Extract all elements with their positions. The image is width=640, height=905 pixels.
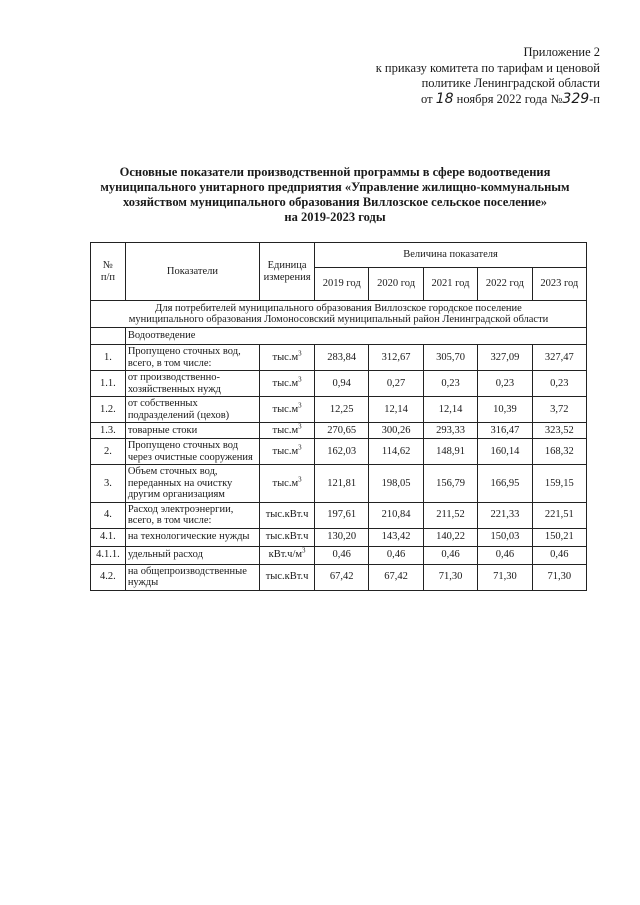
row-value: 10,39 bbox=[478, 397, 532, 423]
row-number: 1.1. bbox=[91, 371, 126, 397]
unit-text: тыс.м bbox=[272, 445, 299, 457]
indicators-table bbox=[90, 242, 587, 591]
subsection-label: Водоотведение bbox=[125, 328, 586, 345]
header-year-2022: 2022 год bbox=[478, 268, 532, 301]
order-suffix: -п bbox=[589, 91, 600, 106]
row-unit bbox=[260, 502, 315, 528]
row-value: 130,20 bbox=[315, 528, 369, 546]
row-value: 210,84 bbox=[369, 502, 423, 528]
table-row bbox=[91, 345, 587, 371]
table-row bbox=[91, 465, 587, 503]
unit-text: тыс.м bbox=[272, 403, 299, 415]
row-value: 156,79 bbox=[423, 465, 477, 503]
unit-text: кВт.ч/м bbox=[268, 549, 303, 561]
row-value: 0,46 bbox=[532, 546, 586, 564]
row-indicator: Пропущено сточных вод через очистные сооружения bbox=[125, 439, 259, 465]
row-value: 3,72 bbox=[532, 397, 586, 423]
row-value: 140,22 bbox=[423, 528, 477, 546]
table-row bbox=[91, 546, 587, 564]
header-value: Величина показателя bbox=[315, 243, 587, 268]
unit-text: тыс.кВт.ч bbox=[265, 531, 309, 543]
row-unit bbox=[260, 546, 315, 564]
row-value: 71,30 bbox=[423, 564, 477, 590]
appendix-committee-line: политике Ленинградской области bbox=[421, 76, 600, 90]
row-number: 3. bbox=[91, 465, 126, 503]
row-value: 160,14 bbox=[478, 439, 532, 465]
unit-superscript: 3 bbox=[298, 349, 302, 358]
unit-text: тыс.м bbox=[272, 424, 299, 436]
row-value: 150,03 bbox=[478, 528, 532, 546]
row-unit bbox=[260, 465, 315, 503]
row-value: 293,33 bbox=[423, 423, 477, 439]
row-number: 1. bbox=[91, 345, 126, 371]
row-value: 283,84 bbox=[315, 345, 369, 371]
table-row bbox=[91, 371, 587, 397]
row-value: 168,32 bbox=[532, 439, 586, 465]
unit-superscript: 3 bbox=[298, 443, 302, 452]
header-unit: Единица измерения bbox=[260, 243, 315, 301]
unit-superscript: 3 bbox=[298, 401, 302, 410]
row-number: 4.2. bbox=[91, 564, 126, 590]
row-value: 71,30 bbox=[532, 564, 586, 590]
appendix-header bbox=[360, 45, 600, 107]
row-value: 159,15 bbox=[532, 465, 586, 503]
row-number: 1.3. bbox=[91, 423, 126, 439]
table-row bbox=[91, 502, 587, 528]
unit-superscript: 3 bbox=[298, 375, 302, 384]
row-number: 4.1. bbox=[91, 528, 126, 546]
row-value: 0,27 bbox=[369, 371, 423, 397]
unit-text: тыс.кВт.ч bbox=[265, 509, 309, 521]
header-number: № п/п bbox=[91, 243, 126, 301]
row-value: 0,23 bbox=[532, 371, 586, 397]
unit-text: тыс.м bbox=[272, 377, 299, 389]
section-row bbox=[91, 301, 587, 328]
unit-text: тыс.м bbox=[272, 351, 299, 363]
header-indicators: Показатели bbox=[125, 243, 259, 301]
row-indicator: удельный расход bbox=[125, 546, 259, 564]
row-value: 327,09 bbox=[478, 345, 532, 371]
header-year-2019: 2019 год bbox=[315, 268, 369, 301]
row-indicator: на общепроизводственные нужды bbox=[125, 564, 259, 590]
row-value: 0,46 bbox=[423, 546, 477, 564]
row-number: 2. bbox=[91, 439, 126, 465]
row-value: 67,42 bbox=[369, 564, 423, 590]
row-value: 67,42 bbox=[315, 564, 369, 590]
row-indicator: от производственно-хозяйственных нужд bbox=[125, 371, 259, 397]
row-value: 12,14 bbox=[423, 397, 477, 423]
row-value: 327,47 bbox=[532, 345, 586, 371]
row-number: 4.1.1. bbox=[91, 546, 126, 564]
row-unit bbox=[260, 564, 315, 590]
unit-text: тыс.кВт.ч bbox=[265, 571, 309, 583]
header-year-2023: 2023 год bbox=[532, 268, 586, 301]
row-value: 270,65 bbox=[315, 423, 369, 439]
row-unit bbox=[260, 439, 315, 465]
row-indicator: товарные стоки bbox=[125, 423, 259, 439]
row-value: 12,25 bbox=[315, 397, 369, 423]
row-indicator: от собственных подразделений (цехов) bbox=[125, 397, 259, 423]
table-row bbox=[91, 528, 587, 546]
title-line-2: муниципального унитарного предприятия «Управление жилищно-коммунальным bbox=[100, 180, 570, 194]
title-line-4: на 2019-2023 годы bbox=[284, 210, 386, 224]
handwritten-day: 18 bbox=[435, 90, 454, 107]
row-indicator: на технологические нужды bbox=[125, 528, 259, 546]
row-value: 323,52 bbox=[532, 423, 586, 439]
row-unit bbox=[260, 528, 315, 546]
unit-superscript: 3 bbox=[298, 475, 302, 483]
row-value: 114,62 bbox=[369, 439, 423, 465]
row-number: 1.2. bbox=[91, 397, 126, 423]
row-value: 143,42 bbox=[369, 528, 423, 546]
appendix-date-line bbox=[360, 92, 600, 108]
date-prefix: от bbox=[421, 91, 433, 106]
date-middle: ноября 2022 года № bbox=[456, 91, 563, 106]
document-title bbox=[100, 165, 570, 225]
row-value: 0,46 bbox=[478, 546, 532, 564]
table-row bbox=[91, 564, 587, 590]
row-indicator: Пропущено сточных вод, всего, в том числе: bbox=[125, 345, 259, 371]
title-line-1: Основные показатели производственной программы в сфере водоотведения bbox=[119, 165, 551, 179]
row-unit bbox=[260, 345, 315, 371]
row-value: 71,30 bbox=[478, 564, 532, 590]
table-row bbox=[91, 397, 587, 423]
row-unit bbox=[260, 423, 315, 439]
title-line-3: хозяйством муниципального образования Виллозское сельское поселение» bbox=[122, 195, 548, 209]
handwritten-order-number: 329 bbox=[562, 90, 590, 107]
row-value: 312,67 bbox=[369, 345, 423, 371]
row-value: 162,03 bbox=[315, 439, 369, 465]
row-value: 316,47 bbox=[478, 423, 532, 439]
section-line-1: Для потребителей муниципального образования Виллозское городское поселение bbox=[155, 302, 522, 314]
section-line-2: муниципального образования Ломоносовский муниципальный район Ленинградской области bbox=[128, 314, 549, 325]
row-indicator: Расход электроэнергии, всего, в том числе: bbox=[125, 502, 259, 528]
row-value: 300,26 bbox=[369, 423, 423, 439]
unit-text: тыс.м bbox=[272, 477, 299, 489]
row-value: 211,52 bbox=[423, 502, 477, 528]
row-value: 0,46 bbox=[315, 546, 369, 564]
row-number: 4. bbox=[91, 502, 126, 528]
table-row bbox=[91, 439, 587, 465]
row-value: 221,33 bbox=[478, 502, 532, 528]
unit-superscript: 3 bbox=[302, 546, 306, 555]
row-value: 0,94 bbox=[315, 371, 369, 397]
appendix-title: Приложение 2 bbox=[523, 45, 600, 59]
row-unit bbox=[260, 371, 315, 397]
row-value: 198,05 bbox=[369, 465, 423, 503]
row-value: 166,95 bbox=[478, 465, 532, 503]
row-value: 148,91 bbox=[423, 439, 477, 465]
table-row bbox=[91, 423, 587, 439]
row-value: 197,61 bbox=[315, 502, 369, 528]
header-year-2020: 2020 год bbox=[369, 268, 423, 301]
row-value: 0,46 bbox=[369, 546, 423, 564]
row-value: 150,21 bbox=[532, 528, 586, 546]
row-value: 221,51 bbox=[532, 502, 586, 528]
header-year-2021: 2021 год bbox=[423, 268, 477, 301]
row-value: 12,14 bbox=[369, 397, 423, 423]
row-unit bbox=[260, 397, 315, 423]
row-value: 121,81 bbox=[315, 465, 369, 503]
unit-superscript: 3 bbox=[298, 422, 302, 431]
row-value: 305,70 bbox=[423, 345, 477, 371]
row-value: 0,23 bbox=[423, 371, 477, 397]
row-indicator: Объем сточных вод, переданных на очистку другим организациям bbox=[125, 465, 259, 503]
subsection-empty-cell bbox=[91, 328, 126, 345]
row-value: 0,23 bbox=[478, 371, 532, 397]
appendix-order-line: к приказу комитета по тарифам и ценовой bbox=[375, 60, 600, 75]
